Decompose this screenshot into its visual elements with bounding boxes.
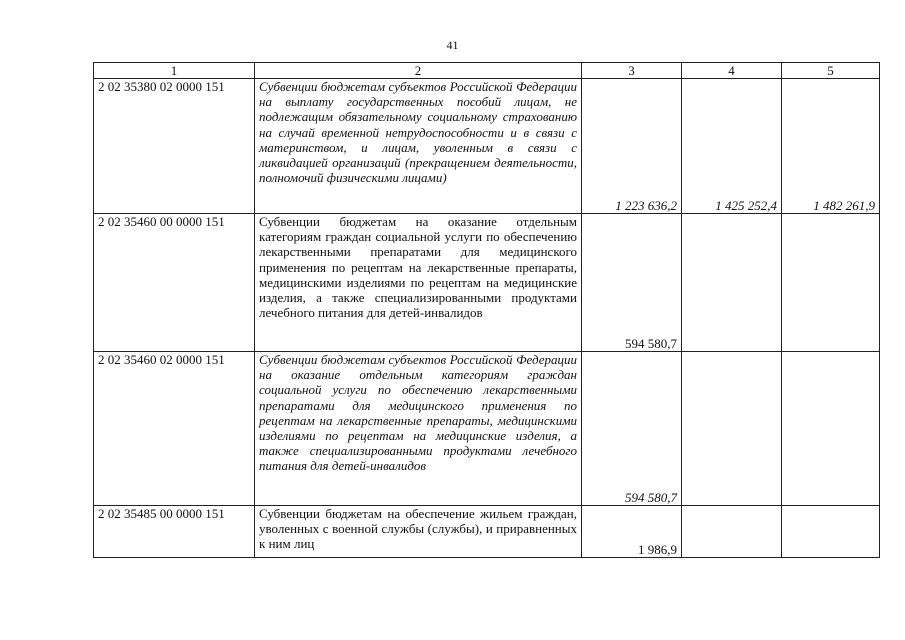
header-col-3: 3 <box>582 63 682 79</box>
table-row <box>94 506 880 558</box>
table-row <box>94 352 880 506</box>
table-header-row <box>94 63 880 79</box>
row-value-col3: 1 223 636,2 <box>582 79 682 214</box>
row-description: Субвенции бюджетам на оказание отдельным категориям граждан социальной услуги по обеспечению лекарственными препаратами для медицинского применения по рецептам на лекарственные препараты, медицинскими изделиями по рецептам на медицинские изделия, а также специализированными продуктами лечебного питания для детей-инвалидов <box>255 214 582 352</box>
page-number: 41 <box>446 38 459 52</box>
row-value-col5 <box>782 352 880 506</box>
row-code: 2 02 35485 00 0000 151 <box>94 506 255 558</box>
row-value-col5 <box>782 214 880 352</box>
row-value-col4 <box>682 214 782 352</box>
row-value-col5: 1 482 261,9 <box>782 79 880 214</box>
row-description: Субвенции бюджетам субъектов Российской Федерации на выплату государственных пособий лицам, не подлежащим обязательному социальному страхованию на случай временной нетрудоспособности и в связи с материнством, и лицам, уволенным в связи с ликвидацией организаций (прекращением деятельности, полномочий физическими лицами) <box>255 79 582 214</box>
row-value-col3: 1 986,9 <box>582 506 682 558</box>
budget-table <box>93 62 880 558</box>
row-value-col3: 594 580,7 <box>582 352 682 506</box>
table-row <box>94 214 880 352</box>
row-code: 2 02 35460 02 0000 151 <box>94 352 255 506</box>
row-value-col5 <box>782 506 880 558</box>
row-description: Субвенции бюджетам на обеспечение жильем граждан, уволенных с военной службы (службы), и приравненных к ним лиц <box>255 506 582 558</box>
header-col-2: 2 <box>255 63 582 79</box>
row-code: 2 02 35380 02 0000 151 <box>94 79 255 214</box>
header-col-4: 4 <box>682 63 782 79</box>
row-code: 2 02 35460 00 0000 151 <box>94 214 255 352</box>
row-value-col4 <box>682 506 782 558</box>
header-col-5: 5 <box>782 63 880 79</box>
row-value-col4: 1 425 252,4 <box>682 79 782 214</box>
row-description: Субвенции бюджетам субъектов Российской Федерации на оказание отдельным категориям граждан социальной услуги по обеспечению лекарственными препаратами для медицинского применения по рецептам на лекарственные препараты, медицинскими изделиями по рецептам на медицинские изделия, а также специализированными продуктами лечебного питания для детей-инвалидов <box>255 352 582 506</box>
table-row <box>94 79 880 214</box>
row-value-col4 <box>682 352 782 506</box>
row-value-col3: 594 580,7 <box>582 214 682 352</box>
header-col-1: 1 <box>94 63 255 79</box>
